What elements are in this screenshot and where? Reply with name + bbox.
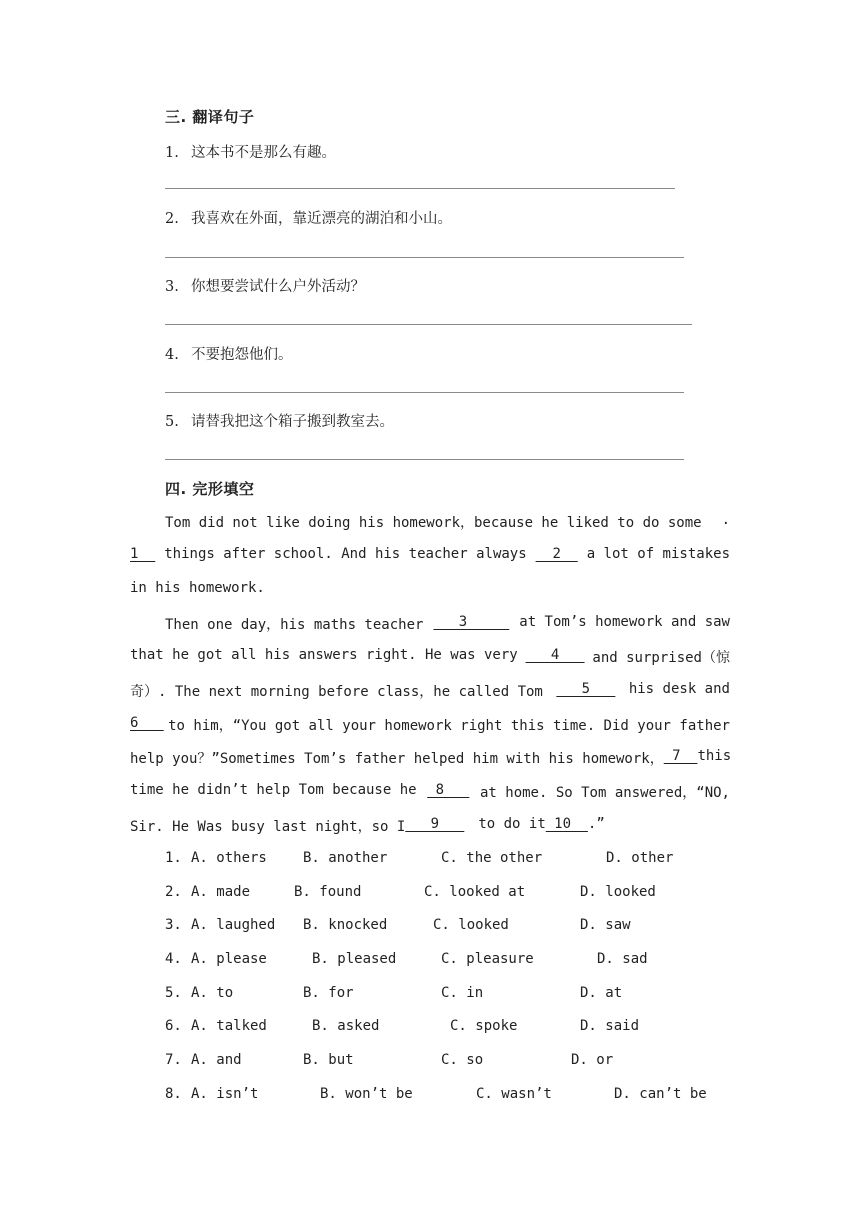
answer-line-3 (165, 324, 692, 325)
option-a: A. laughed (191, 917, 276, 933)
passage-text: . (721, 512, 730, 528)
option-d: D. at (580, 985, 623, 1001)
option-d: D. can’t be (614, 1086, 707, 1102)
option-b: B. for (303, 985, 354, 1001)
item-number: 4. (165, 347, 179, 363)
passage-text: a lot of mistakes (586, 546, 730, 562)
passage-text: time he didn’t help Tom because he (130, 782, 417, 798)
passage-text: that he got all his answers right. He was very (130, 647, 518, 663)
option-a: A. to (191, 985, 234, 1001)
option-c: C. pleasure (441, 951, 534, 967)
translation-item-1 (165, 141, 336, 162)
option-c: C. looked at (424, 884, 526, 900)
translation-item-2 (165, 207, 452, 228)
blank-4: 4 (525, 647, 585, 663)
option-c: C. looked (433, 917, 509, 933)
translation-item-5 (165, 410, 394, 431)
option-a: A. talked (191, 1018, 267, 1034)
passage-line (165, 512, 730, 532)
passage-text: Then one day，his maths teacher (165, 617, 424, 633)
passage-text: in his homework. (130, 580, 265, 596)
option-b: B. won’t be (320, 1086, 413, 1102)
passage-text: his desk and (628, 681, 730, 697)
answer-line-4 (165, 392, 684, 393)
option-b: B. pleased (312, 951, 397, 967)
blank-5: 5 (556, 681, 616, 697)
blank-7: 7 (663, 748, 698, 764)
option-a: A. isn’t (191, 1086, 259, 1102)
question-number: 7. (165, 1052, 182, 1068)
blank-2: 2 (535, 546, 578, 562)
option-b: B. but (303, 1052, 354, 1068)
passage-line (130, 681, 730, 701)
passage-line (130, 647, 730, 667)
passage-text: to do it (478, 816, 546, 832)
passage-text: and surprised（惊 (592, 650, 730, 666)
option-a: A. please (191, 951, 267, 967)
passage-text: to him，“You got all your homework right this time. Did your father (168, 718, 730, 734)
option-c: C. spoke (450, 1018, 518, 1034)
option-d: D. other (606, 850, 674, 866)
passage-text: Tom did not like doing his homework，because he liked to do some (165, 515, 702, 531)
option-d: D. said (580, 1018, 640, 1034)
option-b: B. another (303, 850, 388, 866)
passage-line (130, 816, 730, 836)
option-c: C. so (441, 1052, 484, 1068)
blank-10: 10 (545, 816, 588, 832)
option-c: C. wasn’t (476, 1086, 552, 1102)
section-4-heading: 四. 完形填空 (165, 480, 255, 498)
option-d: D. or (571, 1052, 614, 1068)
passage-text: Sir. He Was busy last night，so I (130, 819, 406, 835)
item-number: 5. (165, 414, 179, 430)
option-b: B. found (294, 884, 362, 900)
option-d: D. sad (597, 951, 648, 967)
passage-line (130, 782, 730, 802)
question-number: 4. (165, 951, 182, 967)
passage-line (165, 614, 730, 634)
translation-item-3 (165, 275, 365, 296)
passage-text: things after school. And his teacher always (164, 546, 527, 562)
option-d: D. looked (580, 884, 656, 900)
answer-line-1 (165, 188, 675, 189)
blank-9: 9 (405, 816, 465, 832)
question-number: 8. (165, 1086, 182, 1102)
question-number: 5. (165, 985, 182, 1001)
item-text: 你想要尝试什么户外活动？ (191, 279, 365, 295)
translation-item-4 (165, 343, 293, 364)
item-text: 我喜欢在外面，靠近漂亮的湖泊和小山。 (191, 211, 452, 227)
option-a: A. made (191, 884, 251, 900)
option-row-8 (165, 1086, 707, 1198)
option-c: C. the other (441, 850, 543, 866)
passage-line (130, 715, 730, 735)
section-3-heading: 三. 翻译句子 (165, 108, 255, 126)
passage-text: at Tom’s homework and saw (519, 614, 730, 630)
option-b: B. asked (312, 1018, 380, 1034)
passage-text: 奇）. The next morning before class，he called Tom (130, 684, 543, 700)
item-number: 1. (165, 145, 179, 161)
question-number: 1. (165, 850, 182, 866)
answer-line-2 (165, 257, 684, 258)
passage-text: at home. So Tom answered，“NO, (479, 785, 730, 801)
option-b: B. knocked (303, 917, 388, 933)
passage-text: this (697, 748, 732, 764)
item-number: 2. (165, 211, 179, 227)
passage-text: .” (587, 816, 605, 832)
passage-text: help you？”Sometimes Tom’s father helped him with his homework， (130, 751, 664, 767)
passage-line (130, 748, 730, 768)
item-text: 请替我把这个箱子搬到教室去。 (191, 414, 394, 430)
question-number: 3. (165, 917, 182, 933)
passage-line (130, 580, 730, 596)
item-number: 3. (165, 279, 179, 295)
item-text: 不要抱怨他们。 (191, 347, 293, 363)
question-number: 2. (165, 884, 182, 900)
blank-6: 6 (130, 715, 164, 731)
question-number: 6. (165, 1018, 182, 1034)
option-a: A. and (191, 1052, 242, 1068)
blank-8: 8 (427, 782, 470, 798)
blank-1: 1 (130, 546, 156, 562)
option-c: C. in (441, 985, 484, 1001)
option-d: D. saw (580, 917, 631, 933)
option-a: A. others (191, 850, 267, 866)
passage-line (130, 546, 730, 562)
blank-3: 3 (433, 614, 510, 630)
item-text: 这本书不是那么有趣。 (191, 145, 336, 161)
answer-line-5 (165, 459, 684, 460)
